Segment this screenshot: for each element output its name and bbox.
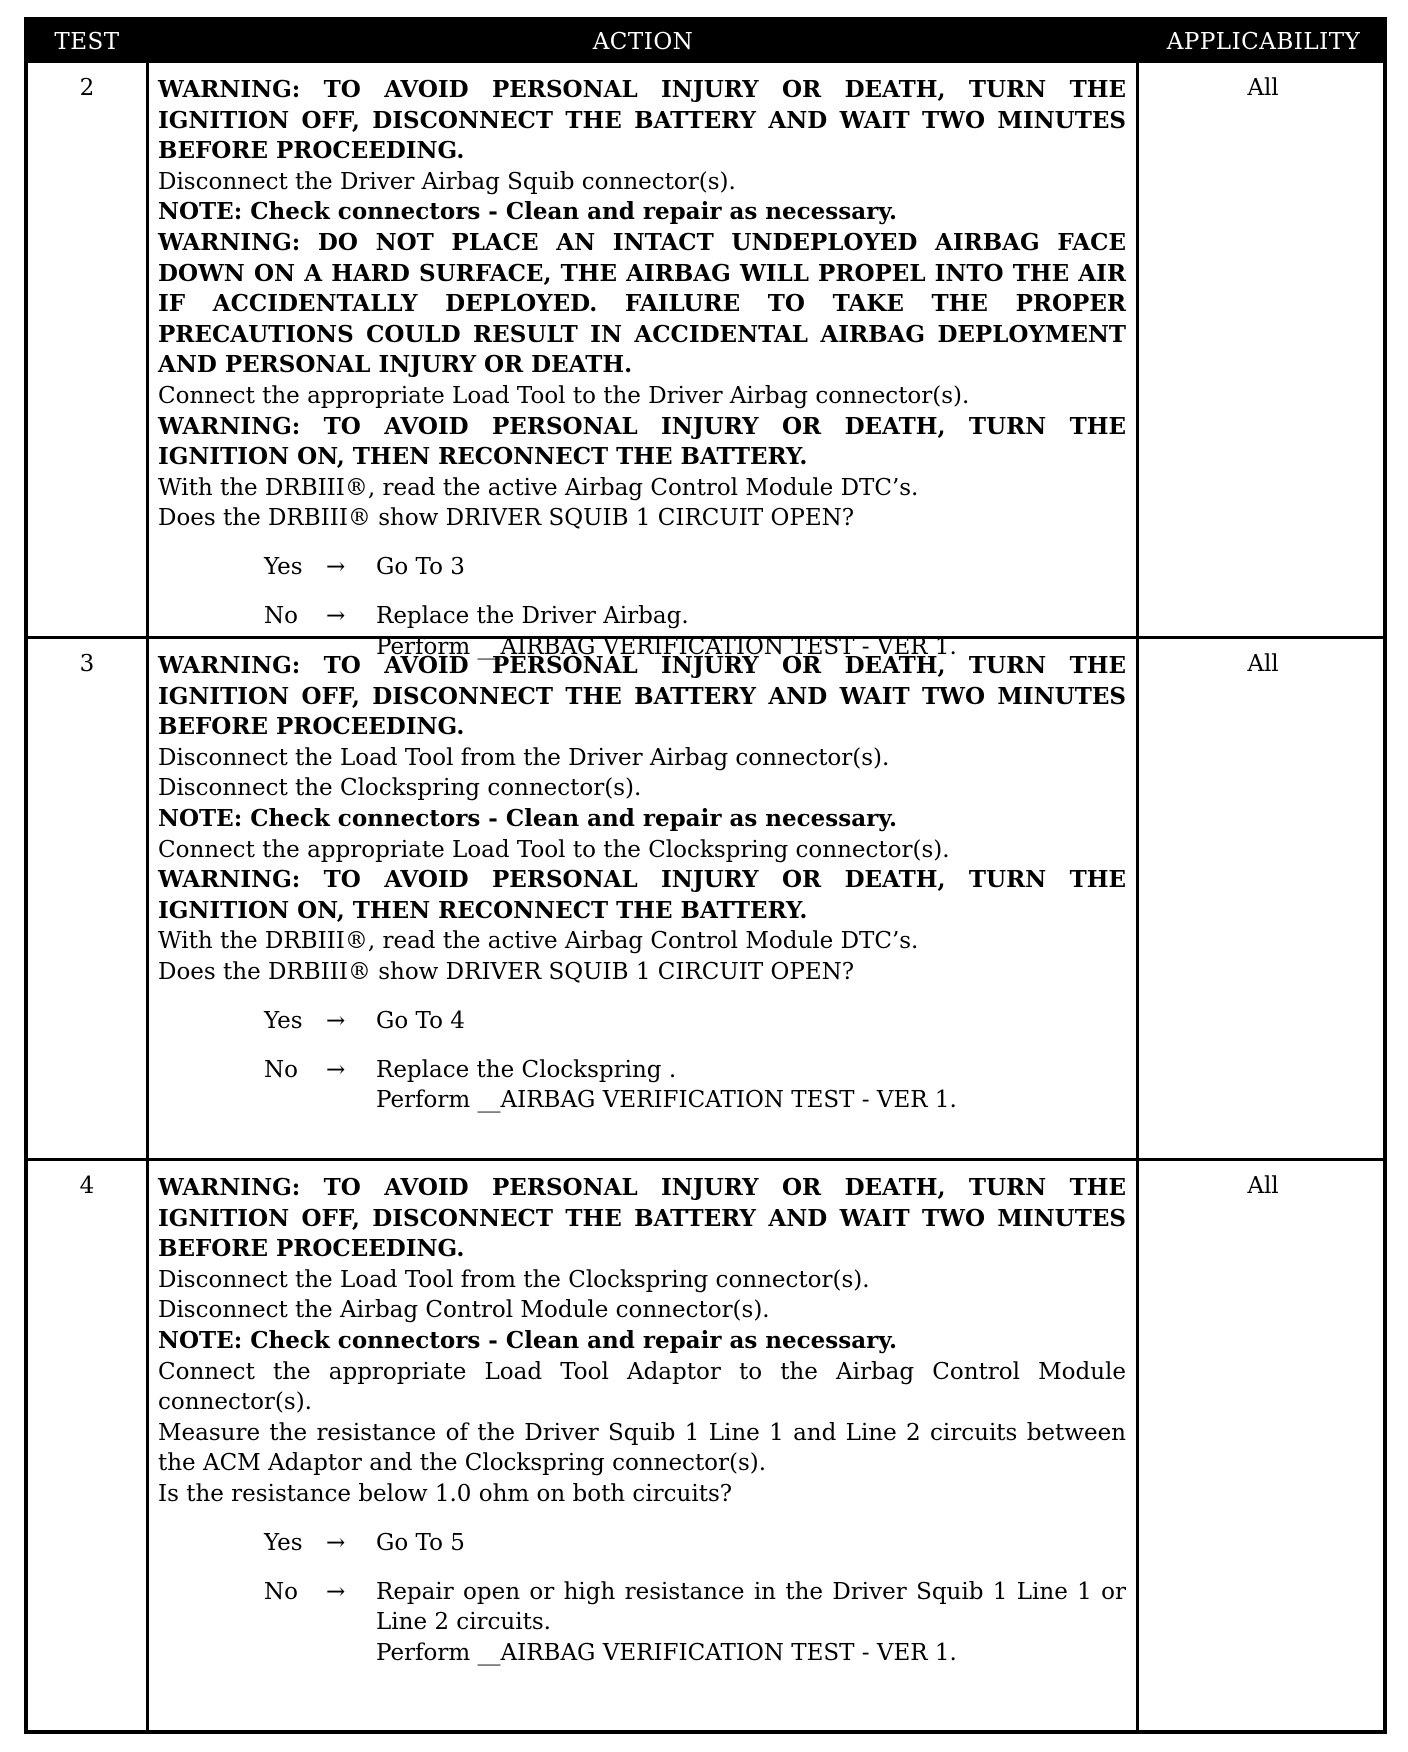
action-cell xyxy=(158,651,1126,1116)
no-branch xyxy=(158,1055,1126,1116)
step-text: Disconnect the Clockspring connector(s). xyxy=(158,775,642,802)
header-applicability: APPLICABILITY xyxy=(1166,29,1361,55)
applicability-value: All xyxy=(1247,1173,1279,1199)
test-number: 2 xyxy=(79,75,95,101)
no-branch xyxy=(158,1577,1126,1669)
test-number: 3 xyxy=(79,651,95,677)
step-text: Disconnect the Load Tool from the Clockspring connector(s). xyxy=(158,1266,870,1293)
yes-action: Go To 4 xyxy=(376,1007,465,1034)
table-row xyxy=(28,63,1383,660)
warning-text: WARNING: TO AVOID PERSONAL INJURY OR DEATH, TURN THE IGNITION ON, THEN RECONNECT THE BATTERY. xyxy=(158,866,1126,924)
header-action: ACTION xyxy=(592,29,694,55)
test-number: 4 xyxy=(79,1173,95,1199)
warning-text: WARNING: DO NOT PLACE AN INTACT UNDEPLOYED AIRBAG FACE DOWN ON A HARD SURFACE, THE AIRBAG WILL PROPEL INTO THE AIR IF ACCIDENTALLY DEPLOYED. FAILURE TO TAKE THE PROPER PRECAUTIONS COULD RESULT IN ACCIDENTAL AIRBAG DEPLOYMENT AND PERSONAL INJURY OR DEATH. xyxy=(158,228,1126,379)
yes-action: Go To 5 xyxy=(376,1529,465,1556)
applicability-value: All xyxy=(1247,651,1279,677)
header-test: TEST xyxy=(54,29,120,55)
note-text: NOTE: Check connectors - Clean and repair as necessary. xyxy=(158,804,897,832)
step-text: Connect the appropriate Load Tool to the Driver Airbag connector(s). xyxy=(158,382,970,409)
verification-step: Perform __AIRBAG VERIFICATION TEST - VER 1. xyxy=(376,1087,957,1114)
yes-action: Go To 3 xyxy=(376,553,465,580)
warning-text: WARNING: TO AVOID PERSONAL INJURY OR DEATH, TURN THE IGNITION OFF, DISCONNECT THE BATTERY AND WAIT TWO MINUTES BEFORE PROCEEDING. xyxy=(158,76,1126,165)
warning-text: WARNING: TO AVOID PERSONAL INJURY OR DEATH, TURN THE IGNITION OFF, DISCONNECT THE BATTERY AND WAIT TWO MINUTES BEFORE PROCEEDING. xyxy=(158,1174,1126,1263)
no-action: Replace the Driver Airbag. xyxy=(376,602,689,629)
verification-step: Perform __AIRBAG VERIFICATION TEST - VER 1. xyxy=(376,633,957,660)
note-text: NOTE: Check connectors - Clean and repair as necessary. xyxy=(158,1326,897,1354)
arrow-icon: → xyxy=(326,1578,346,1605)
table-row xyxy=(28,636,1383,1158)
step-text: Measure the resistance of the Driver Squib 1 Line 1 and Line 2 circuits between the ACM Adaptor and the Clockspring connector(s). xyxy=(158,1419,1126,1477)
step-text: Disconnect the Driver Airbag Squib connector(s). xyxy=(158,168,736,195)
table-header xyxy=(28,21,1383,63)
arrow-icon: → xyxy=(326,1007,346,1034)
step-text: Connect the appropriate Load Tool to the Clockspring connector(s). xyxy=(158,836,950,863)
action-cell xyxy=(158,1173,1126,1668)
warning-text: WARNING: TO AVOID PERSONAL INJURY OR DEATH, TURN THE IGNITION ON, THEN RECONNECT THE BATTERY. xyxy=(158,412,1126,471)
step-text: With the DRBIII®, read the active Airbag Control Module DTC’s. xyxy=(158,474,919,501)
yes-label: Yes xyxy=(264,1007,303,1034)
arrow-icon: → xyxy=(326,553,346,580)
no-label: No xyxy=(264,1056,298,1083)
diagnostic-test-table xyxy=(24,17,1387,1734)
note-text: NOTE: Check connectors - Clean and repair as necessary. xyxy=(158,198,897,226)
yes-branch xyxy=(158,1528,1126,1559)
warning-text: WARNING: TO AVOID PERSONAL INJURY OR DEATH, TURN THE IGNITION OFF, DISCONNECT THE BATTERY AND WAIT TWO MINUTES BEFORE PROCEEDING. xyxy=(158,652,1126,741)
no-label: No xyxy=(264,602,298,629)
no-action: Replace the Clockspring . xyxy=(376,1056,677,1083)
yes-label: Yes xyxy=(264,1529,303,1556)
step-text: Disconnect the Airbag Control Module connector(s). xyxy=(158,1297,770,1324)
yes-branch xyxy=(158,1006,1126,1037)
verification-step: Perform __AIRBAG VERIFICATION TEST - VER 1. xyxy=(376,1639,957,1666)
yes-label: Yes xyxy=(264,553,303,580)
yes-branch xyxy=(158,552,1126,583)
question-text: Is the resistance below 1.0 ohm on both circuits? xyxy=(158,1480,733,1507)
question-text: Does the DRBIII® show DRIVER SQUIB 1 CIRCUIT OPEN? xyxy=(158,505,855,532)
table-row xyxy=(28,1158,1383,1730)
arrow-icon: → xyxy=(326,1529,346,1556)
arrow-icon: → xyxy=(326,1056,346,1083)
question-text: Does the DRBIII® show DRIVER SQUIB 1 CIRCUIT OPEN? xyxy=(158,958,855,985)
step-text: With the DRBIII®, read the active Airbag Control Module DTC’s. xyxy=(158,928,919,955)
step-text: Disconnect the Load Tool from the Driver Airbag connector(s). xyxy=(158,744,890,771)
arrow-icon: → xyxy=(326,602,346,629)
no-label: No xyxy=(264,1578,298,1605)
applicability-value: All xyxy=(1247,75,1279,101)
no-action: Repair open or high resistance in the Driver Squib 1 Line 1 or Line 2 circuits. xyxy=(376,1578,1126,1636)
step-text: Connect the appropriate Load Tool Adaptor to the Airbag Control Module connector(s). xyxy=(158,1358,1126,1416)
action-cell xyxy=(158,75,1126,662)
